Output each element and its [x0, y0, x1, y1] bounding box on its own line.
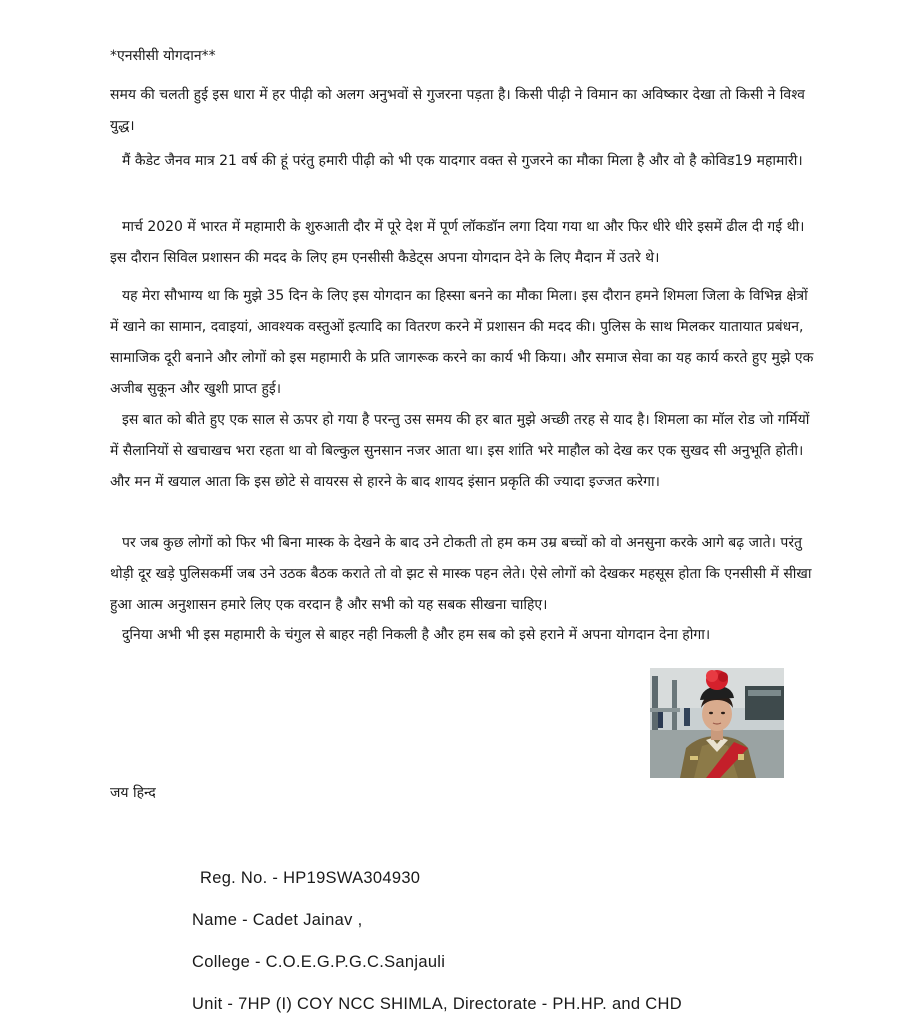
paragraph-4: यह मेरा सौभाग्य था कि मुझे 35 दिन के लिए इस योगदान का हिस्सा बनने का मौका मिला। इस दौरान हमने शिमला जिला के विभिन्न क्षेत्रों में खाने का सामान, दवाइयां, आवश्यक वस्तुओं इत्यादि का वितरण करने में प्रशासन की मदद की। पुलिस के साथ मिलकर यातायात प्रबंधन, सामाजिक दूरी बनाने और लोगों को इस महामारी के प्रति जागरूक करने का कार्य भी किया। और समाज सेवा का यह कार्य करते हुए मुझे एक अजीब सुकून और खुशी प्राप्त हुई। — [110, 288, 814, 397]
paragraph-1: समय की चलती हुई इस धारा में हर पीढ़ी को अलग अनुभवों से गुजरना पड़ता है। किसी पीढ़ी ने विमान का अविष्कार देखा तो किसी ने विश्व युद्ध। — [110, 87, 805, 134]
document-title: *एनसीसी योगदान** — [110, 48, 216, 64]
paragraph-6: पर जब कुछ लोगों को फिर भी बिना मास्क के देखने के बाद उने टोकती तो हम कम उम्र बच्चों को वो अनसुना करके आगे बढ़ जाते। परंतु थोड़ी दूर खड़े पुलिसकर्मी जब उने उठक बैठक कराते तो वो झट से मास्क पहन लेते। ऐसे लोगों को देखकर महसूस होता कि एनसीसी में सीखा हुआ आत्म अनुशासन हमारे लिए एक वरदान है और सभी को यह सबक सीखना चाहिए। — [110, 535, 812, 613]
registration-number: Reg. No. - HP19SWA304930 — [200, 869, 421, 887]
unit-directorate: Unit - 7HP (I) COY NCC SHIMLA, Directorate - PH.HP. and CHD — [192, 995, 682, 1013]
paragraph-5: इस बात को बीते हुए एक साल से ऊपर हो गया है परन्तु उस समय की हर बात मुझे अच्छी तरह से याद है। शिमला का मॉल रोड जो गर्मियों में सैलानियों से खचाखच भरा रहता था वो बिल्कुल सुनसान नजर आता था। इस शांति भरे माहौल को देख कर एक सुखद सी अनुभूति होती।और मन में खयाल आता कि इस छोटे से वायरस से हारने के बाद शायद इंसान प्रकृति की ज्यादा इज्जत करेगा। — [110, 412, 810, 490]
signoff-jai-hind: जय हिन्द — [110, 785, 156, 801]
college-name: College - C.O.E.G.P.G.C.Sanjauli — [192, 953, 446, 971]
paragraph-3: मार्च 2020 में भारत में महामारी के शुरुआती दौर में पूरे देश में पूर्ण लॉकडॉन लगा दिया गया था और फिर धीरे धीरे इसमें ढील दी गई थी। इस दौरान सिविल प्रशासन की मदद के लिए हम एनसीसी कैडेट्स अपना योगदान देने के लिए मैदान में उतरे थे। — [110, 219, 805, 266]
cadet-photo — [650, 668, 784, 778]
cadet-name: Name - Cadet Jainav , — [192, 911, 363, 929]
paragraph-7: दुनिया अभी भी इस महामारी के चंगुल से बाहर नही निकली है और हम सब को इसे हराने में अपना योगदान देना होगा। — [122, 627, 711, 643]
paragraph-2: मैं कैडेट जैनव मात्र 21 वर्ष की हूं परंतु हमारी पीढ़ी को भी एक यादगार वक्त से गुजरने का मौका मिला है और वो है कोविड19 महामारी। — [122, 153, 803, 169]
